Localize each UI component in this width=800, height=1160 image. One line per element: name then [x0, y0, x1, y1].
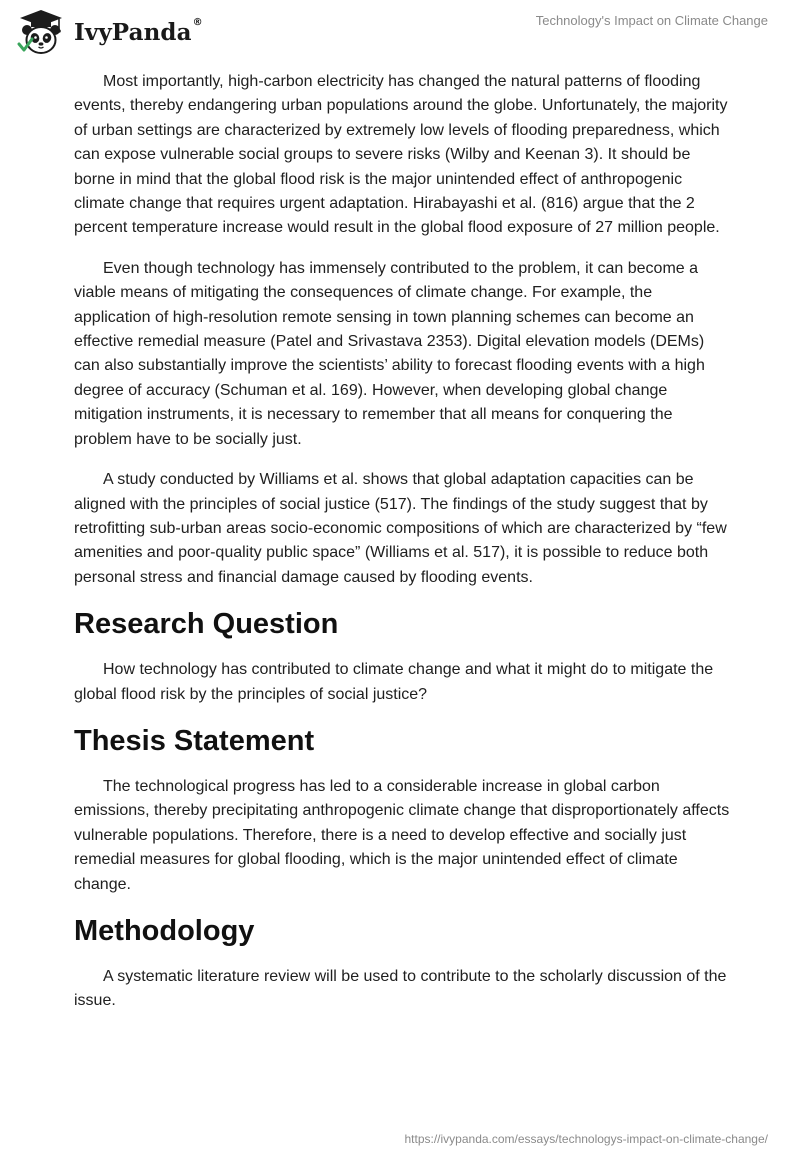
ivypanda-logo[interactable]	[16, 8, 203, 56]
registered-mark: ®	[192, 16, 203, 28]
heading-thesis-statement: Thesis Statement	[74, 724, 315, 757]
paragraph-methodology: A systematic literature review will be used to contribute to the scholarly discussion of the issue.	[74, 967, 727, 1010]
paragraph-social-justice-study: A study conducted by Williams et al. shows that global adaptation capacities can be aligned with the principles of social justice (517). The findings of the study suggest that by retrofitting sub-urban areas socio-economic compositions of which are characterized by “few amenities and poor-quality public space” (Williams et al. 517), it is possible to reduce both personal stress and financial damage caused by flooding events.	[74, 471, 727, 586]
panda-graduate-icon	[16, 8, 66, 56]
essay-content	[74, 70, 730, 1030]
paragraph-flooding-patterns: Most importantly, high-carbon electricity has changed the natural patterns of flooding events, thereby endangering urban populations around the globe. Unfortunately, the majority of urban settings are characterized by extremely low levels of flooding preparedness, which can expose vulnerable social groups to severe risks (Wilby and Keenan 3). It should be borne in mind that the global flood risk is the major unintended effect of anthropogenic climate change that requires urgent adaptation. Hirabayashi et al. (816) argue that the 2 percent temperature increase would result in the global flood exposure of 27 million people.	[74, 73, 728, 237]
paragraph-research-question: How technology has contributed to climate change and what it might do to mitigate the global flood risk by the principles of social justice?	[74, 661, 714, 703]
document-title: Technology's Impact on Climate Change	[535, 13, 768, 28]
heading-methodology: Methodology	[74, 914, 255, 947]
paragraph-technology-mitigation: Even though technology has immensely contributed to the problem, it can become a viable means of mitigating the consequences of climate change. For example, the application of high-resolution remote sensing in town planning schemes can become an effective remedial measure (Patel and Srivastava 2353). Digital elevation models (DEMs) can also substantially improve the scientists’ ability to forecast flooding events with a high degree of accuracy (Schuman et al. 169). However, when developing global change mitigation instruments, it is necessary to remember that all means for conquering the problem have to be socially just.	[74, 259, 705, 448]
paragraph-thesis-statement: The technological progress has led to a considerable increase in global carbon emissions, thereby precipitating anthropogenic climate change that disproportionately affects vulnerable populations. Therefore, there is a need to develop effective and socially just remedial measures for global flooding, which is the major unintended effect of climate change.	[74, 777, 730, 893]
brand-name: IvyPanda®	[74, 16, 203, 46]
source-url[interactable]: https://ivypanda.com/essays/technologys-impact-on-climate-change/	[404, 1132, 768, 1146]
page-header	[0, 0, 800, 64]
heading-research-question: Research Question	[74, 608, 339, 641]
